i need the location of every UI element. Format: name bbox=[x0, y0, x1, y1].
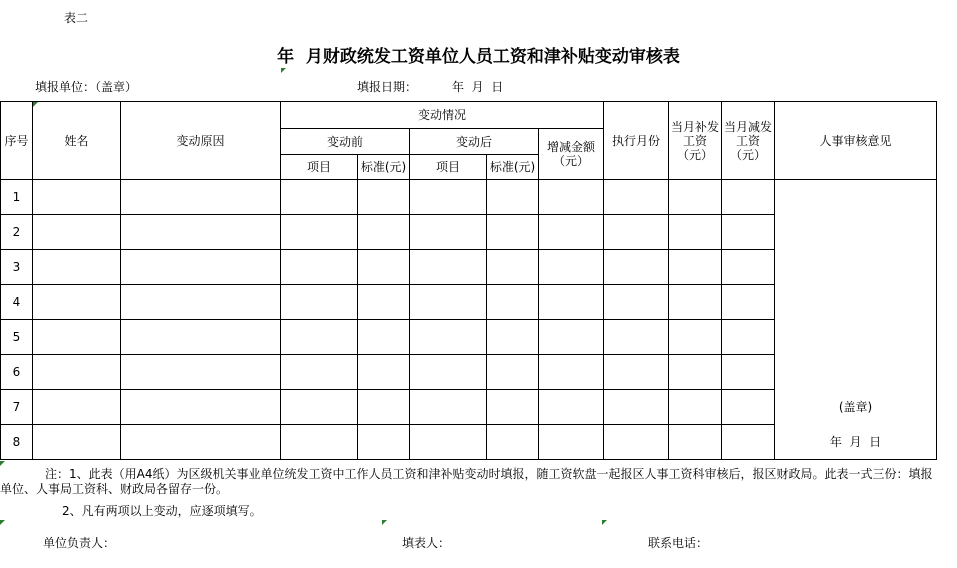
cell-deduct-wage[interactable] bbox=[722, 180, 775, 215]
cell-reason[interactable] bbox=[121, 215, 281, 250]
header-before-item: 项目 bbox=[281, 155, 358, 180]
cell-before-standard[interactable] bbox=[358, 320, 410, 355]
cell-after-item[interactable] bbox=[410, 355, 487, 390]
cell-before-item[interactable] bbox=[281, 390, 358, 425]
cell-reason[interactable] bbox=[121, 180, 281, 215]
cell-name[interactable] bbox=[33, 390, 121, 425]
cell-name[interactable] bbox=[33, 320, 121, 355]
cell-after-item[interactable] bbox=[410, 285, 487, 320]
cell-supp-wage[interactable] bbox=[669, 425, 722, 460]
header-before-standard: 标准(元) bbox=[358, 155, 410, 180]
note-2: 2、凡有两项以上变动，应逐项填写。 bbox=[62, 504, 262, 518]
row-number: 5 bbox=[1, 320, 33, 355]
cell-supp-wage[interactable] bbox=[669, 355, 722, 390]
cell-name[interactable] bbox=[33, 180, 121, 215]
note-1-line-b: 单位、人事局工资科、财政局各留存一份。 bbox=[0, 482, 229, 496]
form-id: 表二 bbox=[64, 11, 89, 25]
row-number: 7 bbox=[1, 390, 33, 425]
cell-reason[interactable] bbox=[121, 425, 281, 460]
header-change-info: 变动情况 bbox=[281, 102, 604, 129]
cell-supp-wage[interactable] bbox=[669, 250, 722, 285]
cell-before-item[interactable] bbox=[281, 320, 358, 355]
header-after: 变动后 bbox=[410, 129, 539, 155]
cell-after-item[interactable] bbox=[410, 180, 487, 215]
cell-amount[interactable] bbox=[539, 355, 604, 390]
header-amount: 增减金额（元） bbox=[539, 129, 604, 180]
cell-before-item[interactable] bbox=[281, 425, 358, 460]
header-hr-opinion: 人事审核意见 bbox=[775, 102, 937, 180]
cell-exec-month[interactable] bbox=[604, 355, 669, 390]
cell-after-item[interactable] bbox=[410, 425, 487, 460]
cell-before-item[interactable] bbox=[281, 355, 358, 390]
row-number: 2 bbox=[1, 215, 33, 250]
header-supp-wage: 当月补发工资（元） bbox=[669, 102, 722, 180]
cell-after-standard[interactable] bbox=[487, 285, 539, 320]
cell-supp-wage[interactable] bbox=[669, 285, 722, 320]
cell-exec-month[interactable] bbox=[604, 180, 669, 215]
cell-before-standard[interactable] bbox=[358, 180, 410, 215]
cell-comment-marker bbox=[281, 68, 286, 73]
cell-supp-wage[interactable] bbox=[669, 180, 722, 215]
cell-before-standard[interactable] bbox=[358, 285, 410, 320]
cell-amount[interactable] bbox=[539, 320, 604, 355]
row-number: 3 bbox=[1, 250, 33, 285]
cell-deduct-wage[interactable] bbox=[722, 285, 775, 320]
cell-amount[interactable] bbox=[539, 425, 604, 460]
cell-amount[interactable] bbox=[539, 180, 604, 215]
cell-amount[interactable] bbox=[539, 390, 604, 425]
cell-comment-marker bbox=[382, 520, 387, 525]
fill-unit-label: 填报单位：（盖章） bbox=[35, 80, 138, 94]
cell-before-standard[interactable] bbox=[358, 215, 410, 250]
cell-deduct-wage[interactable] bbox=[722, 250, 775, 285]
cell-before-item[interactable] bbox=[281, 285, 358, 320]
cell-reason[interactable] bbox=[121, 355, 281, 390]
cell-after-standard[interactable] bbox=[487, 355, 539, 390]
cell-deduct-wage[interactable] bbox=[722, 425, 775, 460]
cell-before-standard[interactable] bbox=[358, 425, 410, 460]
cell-after-standard[interactable] bbox=[487, 390, 539, 425]
header-exec-month: 执行月份 bbox=[604, 102, 669, 180]
cell-comment-marker bbox=[33, 102, 38, 107]
cell-before-item[interactable] bbox=[281, 250, 358, 285]
cell-before-item[interactable] bbox=[281, 180, 358, 215]
cell-supp-wage[interactable] bbox=[669, 390, 722, 425]
cell-after-item[interactable] bbox=[410, 215, 487, 250]
cell-deduct-wage[interactable] bbox=[722, 215, 775, 250]
cell-exec-month[interactable] bbox=[604, 215, 669, 250]
cell-comment-marker bbox=[0, 520, 5, 525]
unit-leader-label: 单位负责人： bbox=[43, 536, 116, 550]
cell-supp-wage[interactable] bbox=[669, 215, 722, 250]
cell-before-standard[interactable] bbox=[358, 355, 410, 390]
cell-reason[interactable] bbox=[121, 390, 281, 425]
cell-name[interactable] bbox=[33, 215, 121, 250]
header-before: 变动前 bbox=[281, 129, 410, 155]
cell-after-item[interactable] bbox=[410, 390, 487, 425]
cell-comment-marker bbox=[0, 461, 5, 466]
cell-amount[interactable] bbox=[539, 215, 604, 250]
row-number: 4 bbox=[1, 285, 33, 320]
cell-name[interactable] bbox=[33, 425, 121, 460]
seal-label: (盖章) bbox=[775, 390, 937, 425]
cell-deduct-wage[interactable] bbox=[722, 390, 775, 425]
cell-reason[interactable] bbox=[121, 250, 281, 285]
cell-reason[interactable] bbox=[121, 285, 281, 320]
cell-after-item[interactable] bbox=[410, 320, 487, 355]
header-after-item: 项目 bbox=[410, 155, 487, 180]
cell-after-item[interactable] bbox=[410, 250, 487, 285]
cell-exec-month[interactable] bbox=[604, 425, 669, 460]
header-after-standard: 标准(元) bbox=[487, 155, 539, 180]
cell-after-standard[interactable] bbox=[487, 250, 539, 285]
cell-supp-wage[interactable] bbox=[669, 320, 722, 355]
note-1-line-a: 注：1、此表（用A4纸）为区级机关事业单位统发工资中工作人员工资和津补贴变动时填报，随工资软盘一起报区人事工资科审核后，报区财政局。此表一式三份：填报 bbox=[45, 467, 933, 481]
header-reason: 变动原因 bbox=[121, 102, 281, 180]
contact-phone-label: 联系电话： bbox=[648, 536, 709, 550]
fill-date-value: 年 月 日 bbox=[452, 80, 504, 94]
row-number: 1 bbox=[1, 180, 33, 215]
cell-hr-opinion[interactable] bbox=[775, 180, 937, 390]
cell-before-standard[interactable] bbox=[358, 250, 410, 285]
fill-date-label: 填报日期： bbox=[357, 80, 418, 94]
page-title: 年 月财政统发工资单位人员工资和津补贴变动审核表 bbox=[277, 47, 680, 67]
header-deduct-wage: 当月减发工资（元） bbox=[722, 102, 775, 180]
row-number: 8 bbox=[1, 425, 33, 460]
row-number: 6 bbox=[1, 355, 33, 390]
cell-after-standard[interactable] bbox=[487, 180, 539, 215]
header-name: 姓名 bbox=[33, 102, 121, 180]
header-seq: 序号 bbox=[1, 102, 33, 180]
cell-after-standard[interactable] bbox=[487, 425, 539, 460]
cell-deduct-wage[interactable] bbox=[722, 355, 775, 390]
cell-exec-month[interactable] bbox=[604, 390, 669, 425]
cell-name[interactable] bbox=[33, 250, 121, 285]
cell-reason[interactable] bbox=[121, 320, 281, 355]
cell-amount[interactable] bbox=[539, 285, 604, 320]
cell-after-standard[interactable] bbox=[487, 215, 539, 250]
cell-comment-marker bbox=[602, 520, 607, 525]
cell-before-standard[interactable] bbox=[358, 390, 410, 425]
cell-exec-month[interactable] bbox=[604, 285, 669, 320]
audit-table bbox=[0, 101, 937, 460]
cell-before-item[interactable] bbox=[281, 215, 358, 250]
cell-amount[interactable] bbox=[539, 250, 604, 285]
seal-date: 年 月 日 bbox=[775, 425, 937, 460]
cell-exec-month[interactable] bbox=[604, 250, 669, 285]
cell-name[interactable] bbox=[33, 355, 121, 390]
cell-name[interactable] bbox=[33, 285, 121, 320]
form-filler-label: 填表人： bbox=[402, 536, 451, 550]
cell-after-standard[interactable] bbox=[487, 320, 539, 355]
cell-exec-month[interactable] bbox=[604, 320, 669, 355]
cell-deduct-wage[interactable] bbox=[722, 320, 775, 355]
